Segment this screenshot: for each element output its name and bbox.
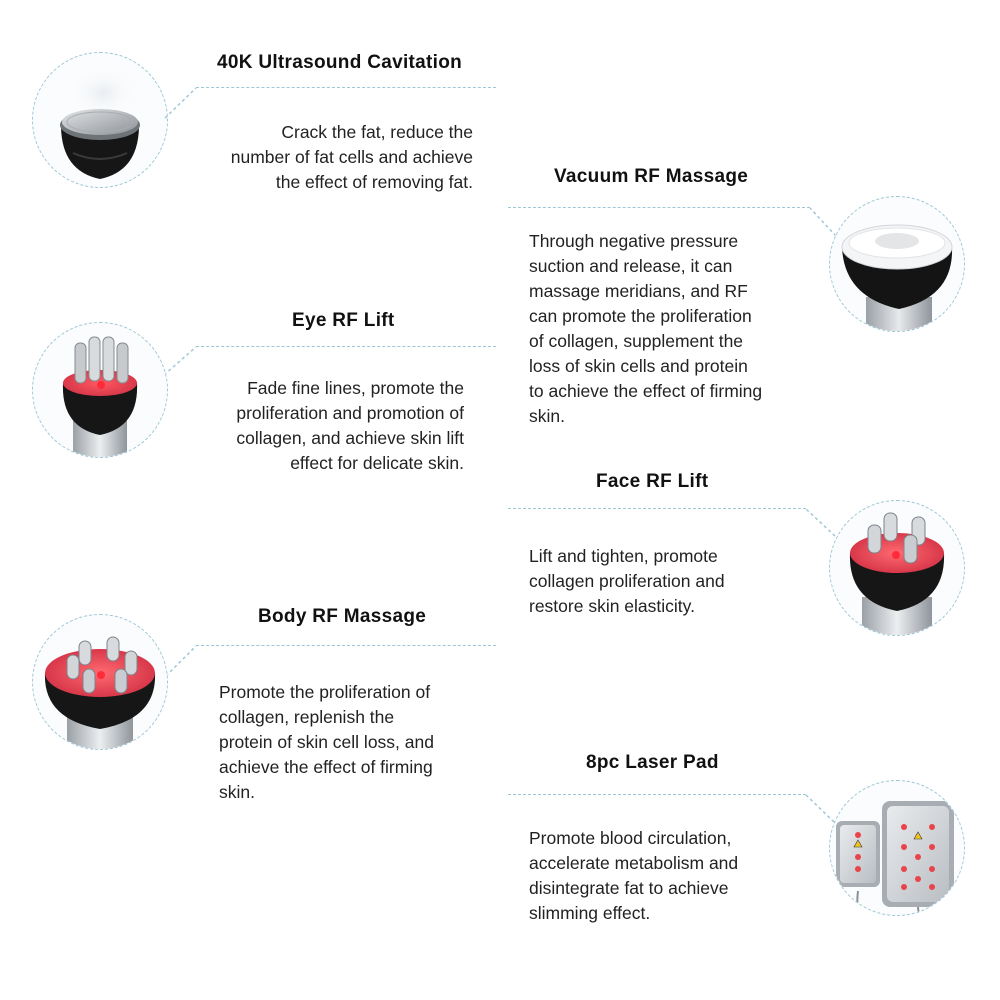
divider-line (508, 794, 806, 795)
body-rf-head-icon (33, 615, 167, 749)
description-line: Through negative pressure (529, 231, 739, 251)
feature-title: Eye RF Lift (292, 310, 395, 331)
description-line: massage meridians, and RF (529, 281, 748, 301)
divider-line (196, 346, 496, 347)
face-rf-image (829, 500, 965, 636)
description-line: Promote blood circulation, (529, 828, 732, 848)
description-line: skin. (219, 782, 255, 802)
feature-description (529, 826, 799, 926)
description-line: collagen, replenish the (219, 707, 395, 727)
description-line: effect for delicate skin. (290, 453, 464, 473)
divider-line (196, 645, 496, 646)
vacuum-rf-image (829, 196, 965, 332)
description-line: to achieve the effect of firming (529, 381, 763, 401)
laser-pad-image (829, 780, 965, 916)
ultrasound-cavitation-image (32, 52, 168, 188)
feature-title: Vacuum RF Massage (554, 166, 749, 187)
description-line: can promote the proliferation (529, 306, 752, 326)
description-line: restore skin elasticity. (529, 596, 695, 616)
divider-line (196, 87, 496, 88)
feature-title: Face RF Lift (596, 471, 709, 492)
description-line: protein of skin cell loss, and (219, 732, 434, 752)
description-line: skin. (529, 406, 565, 426)
description-line: disintegrate fat to achieve (529, 878, 729, 898)
feature-description (529, 229, 819, 429)
description-line: loss of skin cells and protein (529, 356, 748, 376)
description-line: slimming effect. (529, 903, 651, 923)
body-rf-image (32, 614, 168, 750)
laser-pad-icon (830, 781, 964, 915)
description-line: Crack the fat, reduce the (281, 122, 473, 142)
feature-title: Body RF Massage (258, 606, 427, 627)
ultrasound-cavitation-head-icon (33, 53, 167, 187)
divider-line (508, 508, 806, 509)
description-line: achieve the effect of firming (219, 757, 433, 777)
eye-rf-image (32, 322, 168, 458)
feature-title: 8pc Laser Pad (586, 752, 719, 773)
description-line: number of fat cells and achieve (230, 147, 473, 167)
description-line: Promote the proliferation of (219, 682, 431, 702)
feature-description (196, 120, 473, 195)
description-line: collagen, and achieve skin lift (236, 428, 464, 448)
description-line: Lift and tighten, promote (529, 546, 718, 566)
feature-description (219, 680, 489, 805)
face-rf-head-icon (830, 501, 964, 635)
description-line: the effect of removing fat. (275, 172, 473, 192)
feature-description (196, 376, 464, 476)
divider-line (508, 207, 810, 208)
feature-title: 40K Ultrasound Cavitation (217, 52, 463, 73)
feature-description (529, 544, 799, 619)
vacuum-rf-head-icon (830, 197, 964, 331)
description-line: proliferation and promotion of (236, 403, 464, 423)
description-line: suction and release, it can (529, 256, 733, 276)
eye-rf-head-icon (33, 323, 167, 457)
description-line: Fade fine lines, promote the (247, 378, 464, 398)
description-line: collagen proliferation and (529, 571, 725, 591)
description-line: of collagen, supplement the (529, 331, 744, 351)
description-line: accelerate metabolism and (529, 853, 739, 873)
